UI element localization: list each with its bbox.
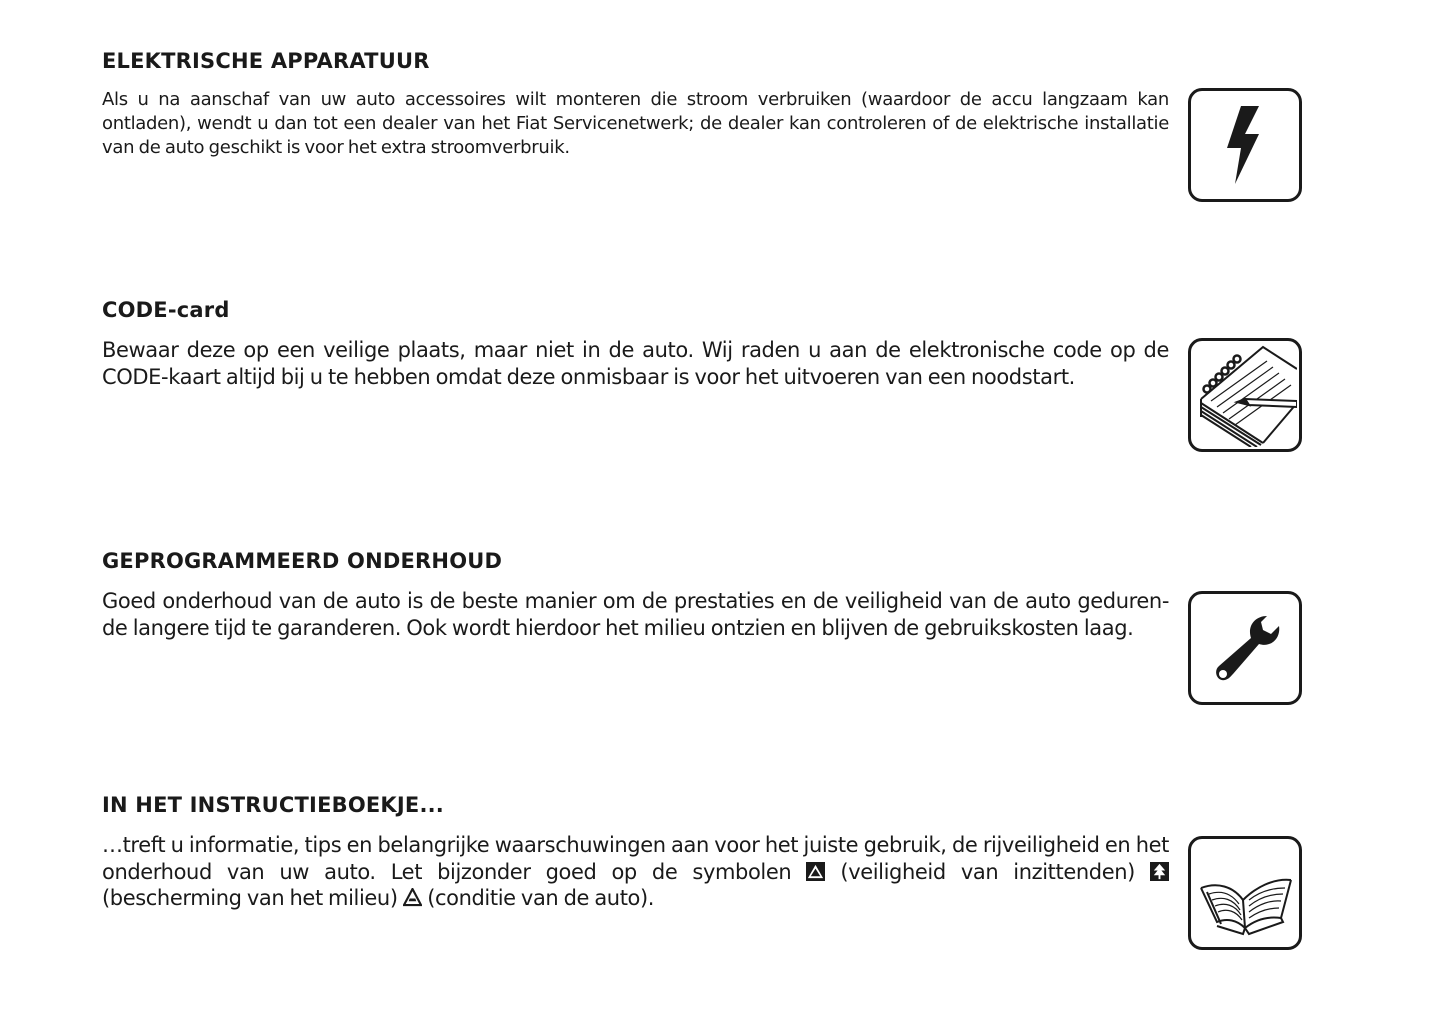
open-book-icon xyxy=(1188,836,1302,950)
section-heading: ELEKTRISCHE APPARATUUR xyxy=(102,49,430,73)
section-body xyxy=(102,832,1169,912)
section-heading: IN HET INSTRUCTIEBOEKJE... xyxy=(102,793,444,817)
body-text-part: (conditie van de auto). xyxy=(421,886,655,910)
body-text-part: (veiligheid van inzittenden) xyxy=(825,859,1150,884)
section-code-card xyxy=(102,297,1169,390)
section-heading: GEPROGRAMMEERD ONDERHOUD xyxy=(102,549,503,573)
lightning-bolt-icon xyxy=(1188,88,1302,202)
tree-icon xyxy=(1150,862,1169,881)
section-body: Bewaar deze op een veilige plaats, maar niet in de auto. Wij raden u aan de elektronische code op de CODE-kaart altijd bij u te hebben omdat deze onmisbaar is voor het uitvoeren van een noodstart. xyxy=(102,338,1169,389)
section-body: Goed onderhoud van de auto is de beste manier om de prestaties en de veiligheid van de auto geduren-de langere tijd te garanderen. Ook wordt hierdoor het milieu ontzien en blijven de gebruikskosten laag. xyxy=(102,589,1169,640)
section-electrical xyxy=(102,48,1169,160)
notepad-pencil-icon xyxy=(1188,338,1302,452)
body-text-part: (bescherming van het milieu) xyxy=(102,886,403,910)
section-maintenance xyxy=(102,548,1169,641)
section-heading: CODE-card xyxy=(102,298,230,322)
warning-triangle-icon xyxy=(806,862,825,881)
car-triangle-icon xyxy=(403,888,422,907)
section-handbook xyxy=(102,792,1169,912)
section-body: Als u na aanschaf van uw auto accessoires wilt monteren die stroom verbruiken (waardoor de accu langzaam kan ontladen), wendt u dan tot een dealer van het Fiat Servicenetwerk; de dealer kan controleren of de elektrische installatie van de auto geschikt is voor het extra stroomverbruik. xyxy=(102,89,1169,158)
wrench-icon xyxy=(1188,591,1302,705)
body-text-part: …treft u informatie, tips en belangrijke waarschuwingen aan voor het juiste gebruik, de rijveiligheid en het onderhoud van uw auto. Let bijzonder goed op de symbolen xyxy=(102,833,1169,884)
